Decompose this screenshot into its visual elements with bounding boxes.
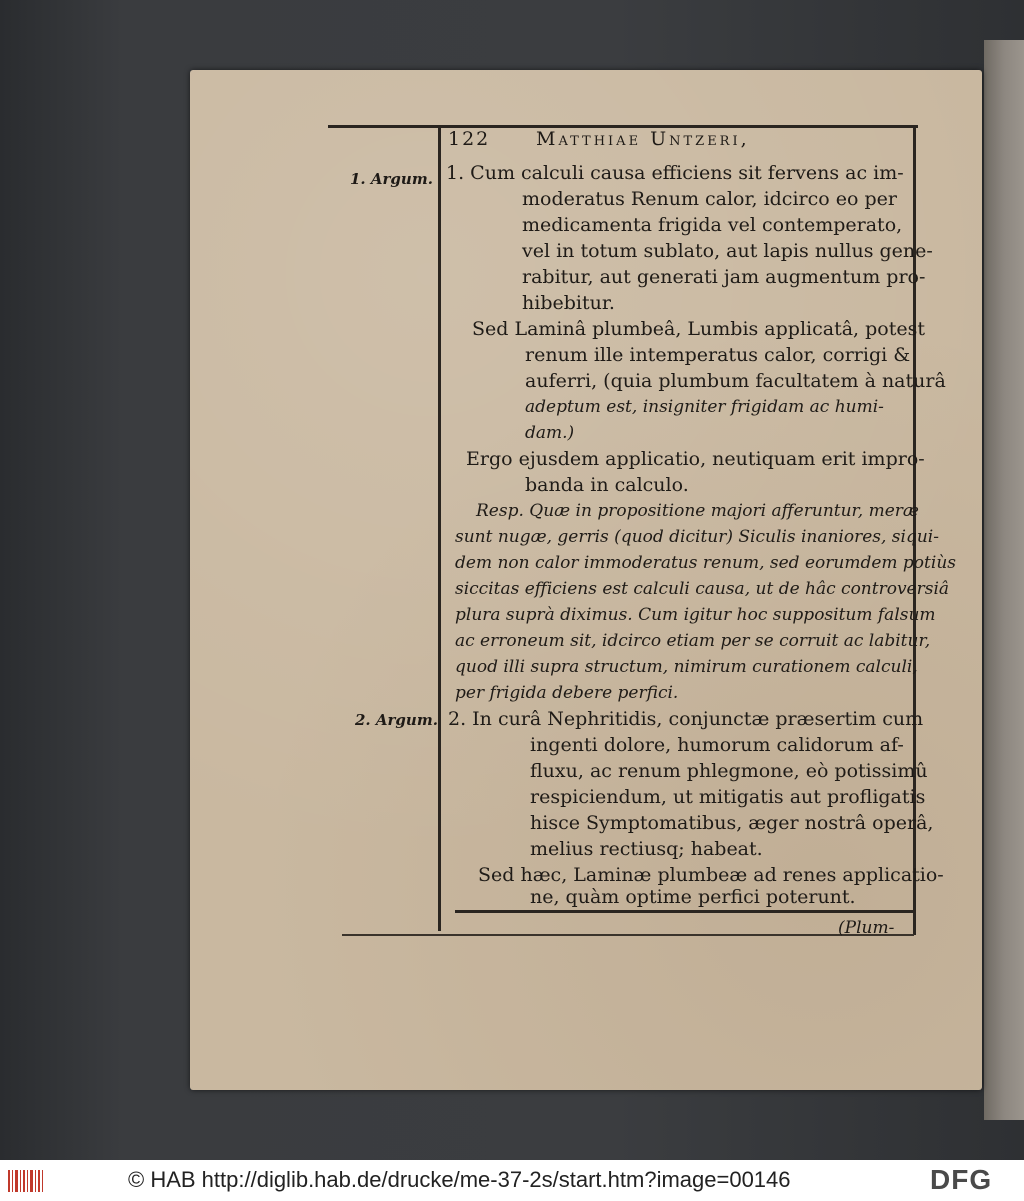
- dfg-logo: DFG: [930, 1164, 993, 1195]
- running-title: Matthiae Untzeri,: [536, 128, 750, 150]
- margin-note-argument-1: 1. Argum.: [350, 170, 433, 188]
- body-line: Sed hæc, Laminæ plumbeæ ad renes applicatio-: [478, 864, 944, 886]
- body-line: per frigida debere perfici.: [455, 683, 679, 703]
- body-line: moderatus Renum calor, idcirco eo per: [522, 188, 897, 210]
- body-line: Ergo ejusdem applicatio, neutiquam erit impro-: [466, 448, 925, 470]
- running-head: [448, 128, 918, 156]
- body-line: vel in totum sublato, aut lapis nullus gene-: [522, 240, 933, 262]
- frame-base-rule: [342, 934, 914, 936]
- body-line: plura suprà diximus. Cum igitur hoc suppositum falsum: [455, 605, 936, 625]
- page-number: 122: [448, 128, 491, 150]
- body-line: dam.): [525, 423, 575, 443]
- citation-link[interactable]: © HAB http://diglib.hab.de/drucke/me-37-2s/start.htm?image=00146: [128, 1167, 791, 1192]
- adjacent-page-edge: [984, 40, 1024, 1120]
- body-line: renum ille intemperatus calor, corrigi &: [525, 344, 911, 366]
- body-line: hisce Symptomatibus, æger nostrâ operâ,: [530, 812, 934, 834]
- body-line: ingenti dolore, humorum calidorum af-: [530, 734, 904, 756]
- body-line: melius rectiusq; habeat.: [530, 838, 763, 860]
- footer-bar: [0, 1160, 1024, 1201]
- body-line: dem non calor immoderatus renum, sed eorumdem potiùs: [455, 553, 956, 573]
- body-line: medicamenta frigida vel contemperato,: [522, 214, 903, 236]
- body-line: banda in calculo.: [525, 474, 689, 496]
- body-line: siccitas efficiens est calculi causa, ut de hâc controversiâ: [455, 579, 950, 599]
- margin-note-argument-2: 2. Argum.: [355, 711, 438, 729]
- body-line: respiciendum, ut mitigatis aut profligatis: [530, 786, 926, 808]
- body-line: auferri, (quia plumbum facultatem à naturâ: [525, 370, 946, 392]
- body-line: adeptum est, insigniter frigidam ac humi-: [525, 397, 884, 417]
- body-line: ac erroneum sit, idcirco etiam per se corruit ac labitur,: [455, 631, 931, 651]
- frame-bottom-rule: [455, 910, 913, 913]
- body-line: ne, quàm optime perfici poterunt.: [530, 886, 856, 908]
- body-line: 1. Cum calculi causa efficiens sit fervens ac im-: [446, 162, 904, 184]
- body-line: hibebitur.: [522, 292, 615, 314]
- body-line: fluxu, ac renum phlegmone, eò potissimû: [530, 760, 928, 782]
- hab-barcode-logo-icon: [6, 1166, 46, 1196]
- body-line: Sed Laminâ plumbeâ, Lumbis applicatâ, potest: [472, 318, 925, 340]
- body-line: Resp. Quæ in propositione majori afferuntur, meræ: [476, 501, 919, 521]
- catchword: (Plum-: [838, 918, 895, 938]
- body-line: 2. In curâ Nephritidis, conjunctæ præsertim cum: [448, 708, 924, 730]
- margin-column-rule: [438, 125, 441, 931]
- body-line: rabitur, aut generati jam augmentum pro-: [522, 266, 926, 288]
- body-line: sunt nugæ, gerris (quod dicitur) Siculis inaniores, siqui-: [455, 527, 939, 547]
- body-line: quod illi supra structum, nimirum curationem calculi,: [455, 657, 918, 677]
